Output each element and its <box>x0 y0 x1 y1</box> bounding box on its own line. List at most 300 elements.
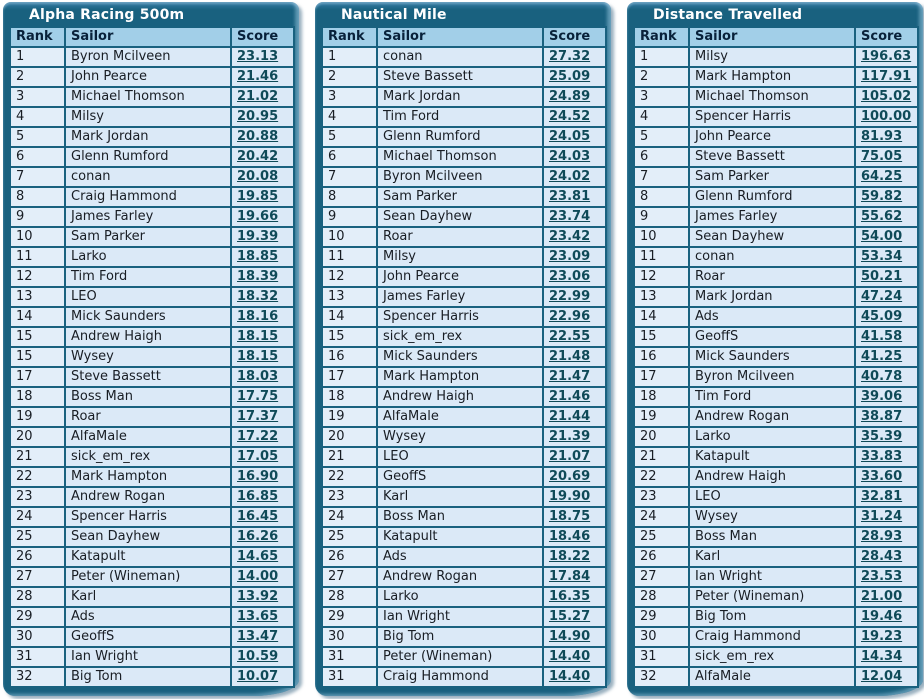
score-link[interactable]: 19.85 <box>237 189 279 204</box>
score-cell <box>855 607 918 627</box>
score-cell <box>231 107 294 127</box>
sailor-cell: sick_em_rex <box>65 447 231 467</box>
score-link[interactable]: 23.42 <box>549 229 591 244</box>
rank-cell: 9 <box>322 207 377 227</box>
score-link[interactable]: 20.08 <box>237 169 279 184</box>
sailor-cell: Roar <box>689 267 855 287</box>
score-link[interactable]: 41.58 <box>861 329 903 344</box>
score-link[interactable]: 23.13 <box>237 49 279 64</box>
table-row <box>634 387 918 407</box>
score-link[interactable]: 24.05 <box>549 129 591 144</box>
score-link[interactable]: 18.16 <box>237 309 279 324</box>
sailor-cell: Byron Mcilveen <box>689 367 855 387</box>
score-cell <box>855 347 918 367</box>
col-header-sailor: Sailor <box>65 27 231 47</box>
sailor-cell: Ian Wright <box>65 647 231 667</box>
table-row <box>634 247 918 267</box>
table-row <box>634 587 918 607</box>
table-row <box>634 547 918 567</box>
score-link[interactable]: 18.39 <box>237 269 279 284</box>
score-link[interactable]: 21.46 <box>237 69 279 84</box>
rank-cell: 28 <box>322 587 377 607</box>
score-cell <box>543 447 606 467</box>
table-row <box>322 47 606 67</box>
rank-cell: 31 <box>634 647 689 667</box>
table-row <box>10 627 294 647</box>
score-link[interactable]: 16.85 <box>237 489 279 504</box>
leaderboard-body <box>634 47 918 687</box>
sailor-cell: Michael Thomson <box>377 147 543 167</box>
rank-cell: 26 <box>10 547 65 567</box>
table-row <box>634 467 918 487</box>
sailor-cell: Steve Bassett <box>377 67 543 87</box>
score-link[interactable]: 20.69 <box>549 469 591 484</box>
sailor-cell: Andrew Rogan <box>65 487 231 507</box>
score-link[interactable]: 55.62 <box>861 209 903 224</box>
sailor-cell: Peter (Wineman) <box>65 567 231 587</box>
table-row <box>322 527 606 547</box>
table-row <box>634 507 918 527</box>
sailor-cell: Mick Saunders <box>377 347 543 367</box>
score-link[interactable]: 16.35 <box>549 589 591 604</box>
score-link[interactable]: 196.63 <box>861 49 912 64</box>
sailor-cell: Ads <box>65 607 231 627</box>
rank-cell: 6 <box>322 147 377 167</box>
score-cell <box>855 327 918 347</box>
score-link[interactable]: 100.00 <box>861 109 912 124</box>
sailor-cell: Roar <box>65 407 231 427</box>
table-row <box>322 427 606 447</box>
score-cell <box>231 287 294 307</box>
table-row <box>10 127 294 147</box>
table-row <box>322 167 606 187</box>
rank-cell: 8 <box>10 187 65 207</box>
sailor-cell: Wysey <box>65 347 231 367</box>
score-link[interactable]: 23.06 <box>549 269 591 284</box>
score-cell <box>543 587 606 607</box>
rank-cell: 30 <box>10 627 65 647</box>
score-link[interactable]: 18.32 <box>237 289 279 304</box>
sailor-cell: Mark Hampton <box>377 367 543 387</box>
sailor-cell: GeoffS <box>65 627 231 647</box>
table-row <box>10 387 294 407</box>
sailor-cell: Michael Thomson <box>65 87 231 107</box>
score-link[interactable]: 54.00 <box>861 229 903 244</box>
score-link[interactable]: 21.46 <box>549 389 591 404</box>
sailor-cell: AlfaMale <box>65 427 231 447</box>
table-row <box>634 147 918 167</box>
rank-cell: 18 <box>634 387 689 407</box>
sailor-cell: Milsy <box>65 107 231 127</box>
table-row <box>10 647 294 667</box>
sailor-cell: Michael Thomson <box>689 87 855 107</box>
rank-cell: 23 <box>634 487 689 507</box>
score-link[interactable]: 53.34 <box>861 249 903 264</box>
score-cell <box>543 507 606 527</box>
score-link[interactable]: 59.82 <box>861 189 903 204</box>
table-row <box>10 507 294 527</box>
score-cell <box>855 487 918 507</box>
score-link[interactable]: 38.87 <box>861 409 903 424</box>
score-link[interactable]: 20.95 <box>237 109 279 124</box>
sailor-cell: Karl <box>65 587 231 607</box>
score-link[interactable]: 41.25 <box>861 349 903 364</box>
score-link[interactable]: 19.90 <box>549 489 591 504</box>
table-row <box>634 367 918 387</box>
score-link[interactable]: 22.96 <box>549 309 591 324</box>
sailor-cell: Tim Ford <box>689 387 855 407</box>
rank-cell: 13 <box>10 287 65 307</box>
rank-cell: 6 <box>10 147 65 167</box>
rank-cell: 15 <box>634 327 689 347</box>
score-link[interactable]: 18.15 <box>237 349 279 364</box>
score-cell <box>855 427 918 447</box>
table-row <box>322 287 606 307</box>
score-link[interactable]: 21.39 <box>549 429 591 444</box>
leaderboard-title: Alpha Racing 500m <box>29 7 185 23</box>
col-header-score: Score <box>855 27 918 47</box>
table-row <box>10 427 294 447</box>
leaderboard-panel-2 <box>315 2 611 696</box>
leaderboard-body <box>322 47 606 687</box>
score-cell <box>543 147 606 167</box>
table-row <box>634 627 918 647</box>
rank-cell: 7 <box>322 167 377 187</box>
score-link[interactable]: 25.09 <box>549 69 591 84</box>
sailor-cell: Big Tom <box>65 667 231 687</box>
score-link[interactable]: 18.75 <box>549 509 591 524</box>
score-link[interactable]: 50.21 <box>861 269 903 284</box>
score-link[interactable]: 19.39 <box>237 229 279 244</box>
score-link[interactable]: 12.04 <box>861 669 903 684</box>
col-header-sailor: Sailor <box>377 27 543 47</box>
table-row <box>322 627 606 647</box>
score-cell <box>855 567 918 587</box>
score-link[interactable]: 14.40 <box>549 649 591 664</box>
table-row <box>322 127 606 147</box>
score-cell <box>855 67 918 87</box>
score-link[interactable]: 19.23 <box>861 629 903 644</box>
score-link[interactable]: 24.89 <box>549 89 591 104</box>
table-row <box>634 647 918 667</box>
score-cell <box>855 87 918 107</box>
score-link[interactable]: 33.83 <box>861 449 903 464</box>
sailor-cell: Big Tom <box>377 627 543 647</box>
score-cell <box>855 447 918 467</box>
rank-cell: 18 <box>322 387 377 407</box>
score-cell <box>231 547 294 567</box>
rank-cell: 11 <box>10 247 65 267</box>
score-cell <box>543 327 606 347</box>
rank-cell: 20 <box>10 427 65 447</box>
rank-cell: 7 <box>10 167 65 187</box>
score-cell <box>543 407 606 427</box>
score-cell <box>231 227 294 247</box>
score-link[interactable]: 47.24 <box>861 289 903 304</box>
table-row <box>322 87 606 107</box>
sailor-cell: GeoffS <box>377 467 543 487</box>
score-link[interactable]: 17.22 <box>237 429 279 444</box>
sailor-cell: Boss Man <box>377 507 543 527</box>
sailor-cell: Tim Ford <box>65 267 231 287</box>
col-header-rank: Rank <box>322 27 377 47</box>
score-cell <box>231 147 294 167</box>
sailor-cell: Big Tom <box>689 607 855 627</box>
score-link[interactable]: 22.99 <box>549 289 591 304</box>
score-cell <box>543 627 606 647</box>
score-link[interactable]: 105.02 <box>861 89 912 104</box>
table-row <box>322 587 606 607</box>
score-link[interactable]: 14.00 <box>237 569 279 584</box>
score-cell <box>855 267 918 287</box>
score-link[interactable]: 21.48 <box>549 349 591 364</box>
rank-cell: 16 <box>322 347 377 367</box>
sailor-cell: LEO <box>65 287 231 307</box>
score-cell <box>855 407 918 427</box>
score-link[interactable]: 16.26 <box>237 529 279 544</box>
score-cell <box>855 107 918 127</box>
score-link[interactable]: 27.32 <box>549 49 591 64</box>
rank-cell: 29 <box>10 607 65 627</box>
score-link[interactable]: 21.02 <box>237 89 279 104</box>
score-cell <box>231 607 294 627</box>
rank-cell: 4 <box>10 107 65 127</box>
score-cell <box>543 667 606 687</box>
table-row <box>10 327 294 347</box>
sailor-cell: conan <box>65 167 231 187</box>
header-row <box>634 27 918 47</box>
score-cell <box>231 327 294 347</box>
score-cell <box>855 47 918 67</box>
sailor-cell: LEO <box>689 487 855 507</box>
leaderboard-table <box>9 26 295 688</box>
leaderboard-panel-1 <box>3 2 299 696</box>
table-row <box>634 167 918 187</box>
score-cell <box>231 187 294 207</box>
table-row <box>10 287 294 307</box>
table-row <box>10 667 294 687</box>
score-cell <box>855 127 918 147</box>
sailor-cell: Craig Hammond <box>65 187 231 207</box>
score-link[interactable]: 21.44 <box>549 409 591 424</box>
table-row <box>322 467 606 487</box>
score-link[interactable]: 23.53 <box>861 569 903 584</box>
col-header-sailor: Sailor <box>689 27 855 47</box>
score-cell <box>231 207 294 227</box>
header-row <box>10 27 294 47</box>
table-row <box>634 267 918 287</box>
score-link[interactable]: 20.42 <box>237 149 279 164</box>
score-link[interactable]: 64.25 <box>861 169 903 184</box>
score-cell <box>231 647 294 667</box>
table-row <box>322 407 606 427</box>
rank-cell: 9 <box>10 207 65 227</box>
score-link[interactable]: 28.43 <box>861 549 903 564</box>
score-link[interactable]: 18.46 <box>549 529 591 544</box>
score-link[interactable]: 21.00 <box>861 589 903 604</box>
score-link[interactable]: 14.34 <box>861 649 903 664</box>
score-link[interactable]: 17.05 <box>237 449 279 464</box>
sailor-cell: Spencer Harris <box>377 307 543 327</box>
score-link[interactable]: 22.55 <box>549 329 591 344</box>
score-cell <box>855 187 918 207</box>
score-cell <box>543 387 606 407</box>
rank-cell: 5 <box>634 127 689 147</box>
rank-cell: 22 <box>10 467 65 487</box>
score-cell <box>543 367 606 387</box>
score-cell <box>855 547 918 567</box>
rank-cell: 13 <box>634 287 689 307</box>
score-link[interactable]: 13.65 <box>237 609 279 624</box>
score-link[interactable]: 14.40 <box>549 669 591 684</box>
rank-cell: 11 <box>322 247 377 267</box>
score-link[interactable]: 45.09 <box>861 309 903 324</box>
table-row <box>322 387 606 407</box>
rank-cell: 25 <box>322 527 377 547</box>
sailor-cell: Glenn Rumford <box>689 187 855 207</box>
sailor-cell: sick_em_rex <box>689 647 855 667</box>
score-link[interactable]: 14.65 <box>237 549 279 564</box>
sailor-cell: Wysey <box>689 507 855 527</box>
sailor-cell: LEO <box>377 447 543 467</box>
score-link[interactable]: 13.47 <box>237 629 279 644</box>
table-row <box>10 607 294 627</box>
leaderboard-table <box>321 26 607 688</box>
score-link[interactable]: 18.85 <box>237 249 279 264</box>
table-row <box>10 307 294 327</box>
rank-cell: 30 <box>634 627 689 647</box>
score-link[interactable]: 75.05 <box>861 149 903 164</box>
table-row <box>634 67 918 87</box>
sailor-cell: James Farley <box>377 287 543 307</box>
rank-cell: 28 <box>10 587 65 607</box>
score-link[interactable]: 20.88 <box>237 129 279 144</box>
score-link[interactable]: 16.45 <box>237 509 279 524</box>
score-link[interactable]: 23.81 <box>549 189 591 204</box>
sailor-cell: Sean Dayhew <box>65 527 231 547</box>
score-link[interactable]: 28.93 <box>861 529 903 544</box>
sailor-cell: AlfaMale <box>689 667 855 687</box>
rank-cell: 14 <box>634 307 689 327</box>
score-cell <box>231 407 294 427</box>
score-link[interactable]: 14.90 <box>549 629 591 644</box>
score-link[interactable]: 32.81 <box>861 489 903 504</box>
score-link[interactable]: 21.07 <box>549 449 591 464</box>
score-cell <box>543 647 606 667</box>
score-link[interactable]: 15.27 <box>549 609 591 624</box>
sailor-cell: Milsy <box>377 247 543 267</box>
sailor-cell: James Farley <box>689 207 855 227</box>
score-link[interactable]: 24.02 <box>549 169 591 184</box>
table-row <box>322 187 606 207</box>
score-link[interactable]: 10.59 <box>237 649 279 664</box>
score-cell <box>231 467 294 487</box>
table-row <box>634 187 918 207</box>
score-link[interactable]: 17.75 <box>237 389 279 404</box>
table-row <box>10 487 294 507</box>
score-link[interactable]: 19.66 <box>237 209 279 224</box>
rank-cell: 12 <box>322 267 377 287</box>
score-cell <box>855 587 918 607</box>
score-cell <box>231 507 294 527</box>
sailor-cell: Glenn Rumford <box>65 147 231 167</box>
score-link[interactable]: 18.22 <box>549 549 591 564</box>
score-link[interactable]: 23.74 <box>549 209 591 224</box>
col-header-rank: Rank <box>634 27 689 47</box>
rank-cell: 2 <box>322 67 377 87</box>
score-cell <box>855 167 918 187</box>
table-row <box>634 567 918 587</box>
score-link[interactable]: 17.37 <box>237 409 279 424</box>
sailor-cell: conan <box>377 47 543 67</box>
score-cell <box>231 127 294 147</box>
sailor-cell: Larko <box>689 427 855 447</box>
sailor-cell: Sean Dayhew <box>377 207 543 227</box>
sailor-cell: John Pearce <box>377 267 543 287</box>
score-link[interactable]: 24.52 <box>549 109 591 124</box>
sailor-cell: Byron Mcilveen <box>377 167 543 187</box>
score-cell <box>543 287 606 307</box>
sailor-cell: Craig Hammond <box>377 667 543 687</box>
sailor-cell: Sam Parker <box>689 167 855 187</box>
score-link[interactable]: 19.46 <box>861 609 903 624</box>
rank-cell: 16 <box>634 347 689 367</box>
score-link[interactable]: 23.09 <box>549 249 591 264</box>
rank-cell: 13 <box>322 287 377 307</box>
table-row <box>10 67 294 87</box>
score-cell <box>543 487 606 507</box>
score-cell <box>855 667 918 687</box>
score-cell <box>543 247 606 267</box>
rank-cell: 29 <box>634 607 689 627</box>
score-cell <box>231 387 294 407</box>
score-link[interactable]: 31.24 <box>861 509 903 524</box>
score-link[interactable]: 33.60 <box>861 469 903 484</box>
score-cell <box>855 627 918 647</box>
score-link[interactable]: 24.03 <box>549 149 591 164</box>
sailor-cell: Karl <box>377 487 543 507</box>
rank-cell: 31 <box>322 667 377 687</box>
score-link[interactable]: 40.78 <box>861 369 903 384</box>
rank-cell: 2 <box>10 67 65 87</box>
table-row <box>10 227 294 247</box>
table-row <box>10 567 294 587</box>
sailor-cell: Peter (Wineman) <box>377 647 543 667</box>
rank-cell: 30 <box>322 627 377 647</box>
score-cell <box>231 87 294 107</box>
score-link[interactable]: 16.90 <box>237 469 279 484</box>
score-link[interactable]: 39.06 <box>861 389 903 404</box>
rank-cell: 1 <box>322 47 377 67</box>
rank-cell: 21 <box>634 447 689 467</box>
score-link[interactable]: 35.39 <box>861 429 903 444</box>
score-link[interactable]: 117.91 <box>861 69 912 84</box>
score-link[interactable]: 81.93 <box>861 129 903 144</box>
score-link[interactable]: 21.47 <box>549 369 591 384</box>
score-link[interactable]: 18.03 <box>237 369 279 384</box>
rank-cell: 12 <box>10 267 65 287</box>
table-row <box>634 87 918 107</box>
score-cell <box>543 307 606 327</box>
sailor-cell: Milsy <box>689 47 855 67</box>
score-link[interactable]: 18.15 <box>237 329 279 344</box>
score-link[interactable]: 13.92 <box>237 589 279 604</box>
score-link[interactable]: 17.84 <box>549 569 591 584</box>
score-link[interactable]: 10.07 <box>237 669 279 684</box>
col-header-score: Score <box>231 27 294 47</box>
sailor-cell: Ian Wright <box>689 567 855 587</box>
rank-cell: 26 <box>322 547 377 567</box>
